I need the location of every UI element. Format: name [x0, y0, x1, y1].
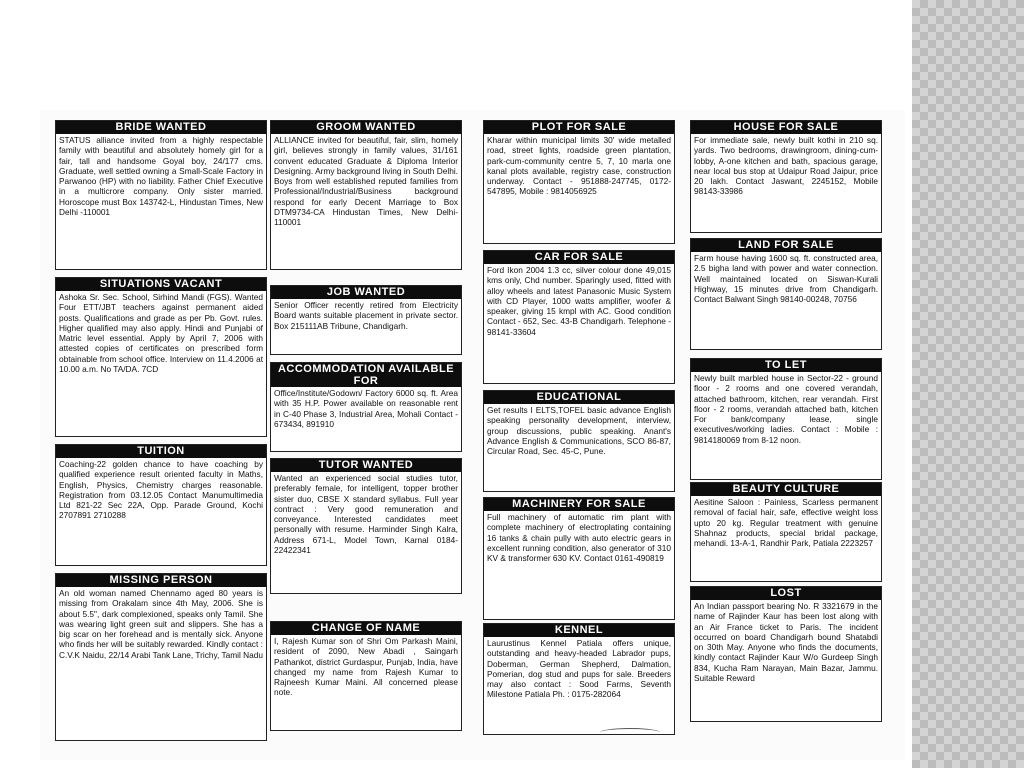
- ad-title: GROOM WANTED: [271, 121, 461, 134]
- ad-land-for-sale: [690, 238, 882, 350]
- ad-tuition: [55, 444, 267, 566]
- ad-body: Farm house having 1600 sq. ft. constructed area, 2.5 bigha land with power and water connection. Well maintained located on Siswan-Kurali Highway, 15 minutes drive from Chandigarh. Contact Balwant Singh 98140-00248, 70756: [694, 253, 878, 305]
- ad-title: ACCOMMODATION AVAILABLE FOR: [271, 363, 461, 387]
- ad-job-wanted: [270, 285, 462, 355]
- ad-body: ALLIANCE invited for beautiful, fair, slim, homely girl, believes strongly in family values, 31/161 convent educated Graduate & Diploma Interior Designing. Army background living in South Delhi. Boys from well established reputed families from Professional/Industrial/Business background respond for early Decent Marriage to Box DTM9734-CA Hindustan Times, New Delhi-110001: [274, 135, 458, 228]
- ad-groom-wanted: [270, 120, 462, 270]
- ad-title: LAND FOR SALE: [691, 239, 881, 252]
- ad-plot-for-sale: [483, 120, 675, 244]
- ad-body: STATUS alliance invited from a highly respectable family with beautiful and absolutely homely girl for a fair, tall and handsome Goyal boy, 24/177 cms. Graduate, well settled owning a Small-Scale Factory in Parwanoo (HP) with no liability. Father Chief Executive in a multicrore company. Only sister married. Horoscope must Box 143742-L, Hindustan Times, New Delhi -110001: [59, 135, 263, 218]
- ad-body: Wanted an experienced social studies tutor, preferably female, for intelligent, topper brother sister duo, CBSE X standard syllabus. Full year contract : Very good remuneration and conveyance. Interested candidates meet personally with resume. Harminder Singh Kalra, Address 671-L, Model Town, Karnal 0184-22422341: [274, 473, 458, 556]
- ad-title: MACHINERY FOR SALE: [484, 498, 674, 511]
- ad-title: KENNEL: [484, 624, 674, 637]
- ad-title: JOB WANTED: [271, 286, 461, 299]
- ad-body: Get results I ELTS,TOFEL basic advance English speaking personality development, interview, group discussions, public speaking. Anant's Advance English & Communications, SCO 86-87, Circular Road, Sec. 45-C, Pune.: [487, 405, 671, 457]
- ad-body: Coaching-22 golden chance to have coaching by qualified experience result oriented faculty in Maths, English, Physics, Chemistry charges reasonable. Registration from 03.12.05 Contact Manumultimedia Ltd 821-22 Sec 22A, Opp. Parade Ground, Kochi 2707891 2710288: [59, 459, 263, 521]
- ad-body: Aesitine Saloon : Painless, Scarless permanent removal of facial hair, safe, effective weight loss upto 20 kg. Regular treatment with genuine Shahnaz products, special bridal package, mehandi. 13-A-1, Randhir Park, Patiala 2223257: [694, 497, 878, 549]
- ad-title: BRIDE WANTED: [56, 121, 266, 134]
- ad-title: CHANGE OF NAME: [271, 622, 461, 635]
- ad-body: Senior Officer recently retired from Electricity Board wants suitable placement in private sector. Box 215111AB Tribune, Chandigarh.: [274, 300, 458, 331]
- ad-to-let: [690, 358, 882, 480]
- ad-body: For immediate sale, newly built kothi in 210 sq. yards. Two bedrooms, drawingroom, dining-cum-lobby, A-one kitchen and bath, spacious garage, near local bus stop at Udaipur Road Jaipur, price 20 lakh. Contact Jaswant, 2245152, Mobile 98143-33986: [694, 135, 878, 197]
- ad-body: Ashoka Sr. Sec. School, Sirhind Mandi (FGS). Wanted Four ETT/JBT teachers against permanent aided posts. Qualifications and grade as per Pb. Govt. rules. Higher qualified may also apply. Hindi and Punjabi of Matric level essential. Apply by April 7, 2006 with attested copies of certificates on prescribed form obtainable from school office. Interview on 11.4.2006 at 10.00 a.m. No TA/DA. 7CD: [59, 292, 263, 375]
- ad-educational: [483, 390, 675, 492]
- ad-title: LOST: [691, 587, 881, 600]
- ad-body: Ford Ikon 2004 1.3 cc, silver colour done 49,015 kms only, Chd number. Sparingly used, fitted with alloy wheels and latest Panasonic Music System with CD Player, 1000 watts amplifier, woofer & speaker, giving 15 kmpl with AC. Good condition Contact - 652, Sec. 43-B Chandigarh. Telephone - 98141-33604: [487, 265, 671, 337]
- ad-accommodation: [270, 362, 462, 452]
- ad-beauty-culture: [690, 482, 882, 582]
- ad-car-for-sale: [483, 250, 675, 384]
- ad-situations-vacant: [55, 277, 267, 437]
- ad-body: Kharar within municipal limits 30' wide metalled road, street lights, roadside green plantation, park-cum-community centre 5, 7, 10 marla one kanal plots available, registry case, construction underway. Contact - 951888-247745, 0172-547895, Mobile : 9814056925: [487, 135, 671, 197]
- ad-title: TUTOR WANTED: [271, 459, 461, 472]
- ad-title: TO LET: [691, 359, 881, 372]
- ad-title: BEAUTY CULTURE: [691, 483, 881, 496]
- ad-missing-person: [55, 573, 267, 741]
- ad-change-of-name: [270, 621, 462, 731]
- ad-body: Laurustinus Kennel Patiala offers unique, outstanding and heavy-headed Labrador pups, Doberman, German Shepherd, Dalmation, Pomerian, dog stud and pups for sale. Breeders may also contact : Sood Farms, Seventh Milestone Patiala Ph. : 0175-282064: [487, 638, 671, 700]
- ad-body: Full machinery of automatic rim plant with complete machinery of electroplating containing 16 tanks & chain pully with auto electric gears in excellent running condition, also generator of 310 KV & transformer 630 KV. Contact 0161-490819: [487, 512, 671, 564]
- ad-bride-wanted: [55, 120, 267, 270]
- ad-machinery-for-sale: [483, 497, 675, 620]
- ad-kennel: [483, 623, 675, 735]
- newspaper-classifieds-page: [40, 110, 905, 760]
- ad-title: HOUSE FOR SALE: [691, 121, 881, 134]
- ad-title: CAR FOR SALE: [484, 251, 674, 264]
- ad-title: TUITION: [56, 445, 266, 458]
- ad-tutor-wanted: [270, 458, 462, 594]
- ad-body: Office/Institute/Godown/ Factory 6000 sq. ft. Area with 35 H.P. Power available on reasonable rent in C-40 Phase 3, Industrial Area, Mohali Contact - 673434, 891910: [274, 388, 458, 429]
- scan-smudge-mark: [600, 728, 660, 737]
- ad-body: I, Rajesh Kumar son of Shri Om Parkash Maini, resident of 2090, New Abadi , Saingarh Pathankot, district Gurdaspur, Punjab, India, have changed my name from Rajesh Kumar to Rajneesh Kumar Maini. All concerned please note.: [274, 636, 458, 698]
- ad-title: MISSING PERSON: [56, 574, 266, 587]
- ad-body: Newly built marbled house in Sector-22 - ground floor - 2 rooms and one covered verandah, attached bathroom, kitchen, rear verandah. First floor - 2 rooms, verandah attached bath, kitchen For bank/company lease, single executives/working ladies. Contact : Mobile : 9814180069 from 8-12 noon.: [694, 373, 878, 445]
- ad-body: An old woman named Chennamo aged 80 years is missing from Orakalam since 4th May, 2006. She is about 5.5", dark complexioned, speaks only Tamil. She was wearing light green suit and slippers. She has a big scar on her forehead and is mentally sick. Anyone who finds her will be suitably rewarded. Kindly contact : C.V.K Naidu, 22/14 Arabi Tank Lane, Trichy, Tamil Nadu: [59, 588, 264, 660]
- ad-body: An Indian passport bearing No. R 3321679 in the name of Rajinder Kaur has been lost along with an Air France ticket to Paris. The incident occurred on board Chandigarh bound Shatabdi on 30th May. Anyone who finds the documents, kindly contact Rajinder Kaur W/o Gurdeep Singh 834, Kucha Ram Narayan, Main Bazar, Jammu. Suitable Reward: [694, 601, 878, 684]
- ad-lost: [690, 586, 882, 722]
- ad-title: SITUATIONS VACANT: [56, 278, 266, 291]
- checkered-side-panel: [912, 0, 1024, 768]
- ad-house-for-sale: [690, 120, 882, 233]
- ad-title: EDUCATIONAL: [484, 391, 674, 404]
- ad-title: PLOT FOR SALE: [484, 121, 674, 134]
